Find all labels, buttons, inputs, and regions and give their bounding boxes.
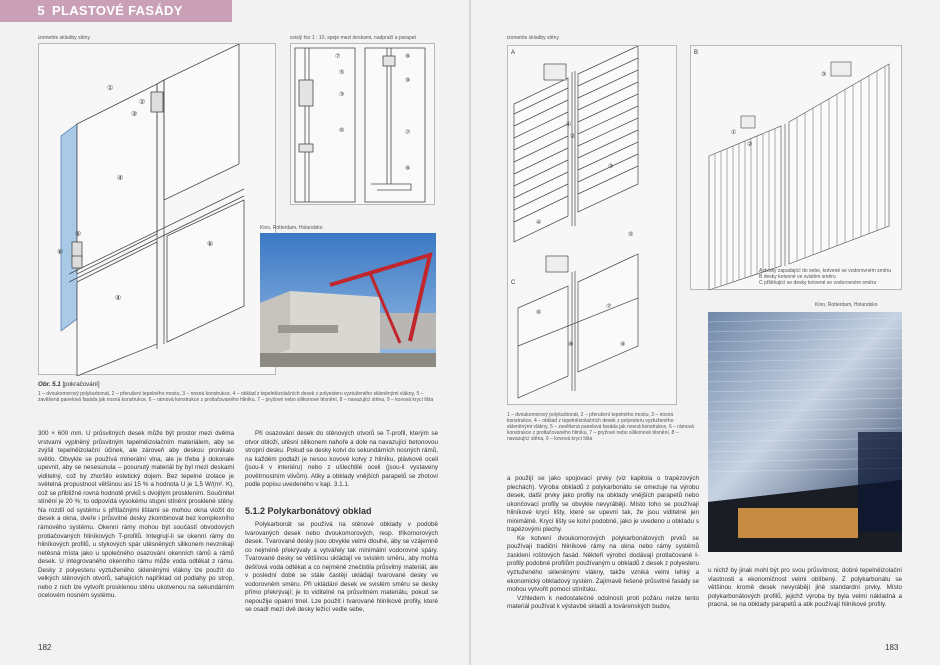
figure-note: [pokračování] — [62, 381, 100, 388]
iso-r-label-5: ⑤ — [628, 232, 634, 238]
variant-a-lamellae — [514, 46, 638, 242]
section-label-9: ⑨ — [405, 78, 411, 84]
page-number-right: 183 — [885, 643, 899, 652]
iso-r-label-4: ④ — [536, 220, 542, 226]
left-col2-paragraph-1: Při osazování desek do stěnových otvorů se T-profil, kterým se otvor obloží, utěsní silikonem nahoře a dole na navazující betonovou stropní desku. Pokud se desky kotví do sekundárních nosných rámů, na každém podlaží je nesou kovové kotvy z hliníku, plávkové oceli (jsou-li v interiéru) nebo z ušlechtilé oceli (jsou-li vystaveny povětrnostním vlivům). Atiky a obklady vnějších parapetů se zhotoví podle popisu uvedeného v kap. 3.1.1. — [245, 430, 438, 489]
page-number-left: 182 — [38, 643, 52, 652]
iso-r-label-9: ⑨ — [620, 342, 626, 348]
left-text-column-2b — [245, 521, 438, 615]
section-label-7b: ⑦ — [405, 130, 411, 136]
section-svg — [291, 44, 436, 206]
figure-number: Obr. 5.1 — [38, 381, 61, 388]
iso-r-label-2: ② — [570, 134, 576, 140]
left-text-column-1 — [38, 430, 234, 601]
figure-legend-left: 1 – dvoukomorový polykarbonát, 2 – přerušení tepelného mostu, 3 – nosná konstrukce, 4 – obklad z tepelněizolačních desek z polyesteru vyztuženého skleněnými vlákny, 5 – zavěšená panelová fasáda jak nosná konstrukce, 6 – rámová konstrukce z protlačovaného hliníku, 7 – pryžové nebo silikonové těsnění, 8 – navazující stěna, 9 – kovová krycí lišta — [38, 391, 434, 403]
variant-legend — [759, 268, 899, 286]
section-label-8: ⑧ — [405, 54, 411, 60]
figure-number-row — [38, 381, 100, 389]
section-caption: svislý řez 1 : 10, spoje mezi deskami, nadpraží a parapet — [290, 35, 416, 41]
right-col1-paragraph-2: Ke kotvení dvoukomorových polykarbonátových prvků se používají tradiční hliníkové rámy na okna nebo rámy systémů zasklení roštových fasád. Někteří výrobci dodávají protlačované I-profily podobné profilům používaným u obkladů z desek z polyesteru vyztuženého skleněnými vlákny, takže vzniká velmi lehký a ekonomický obkladový systém. Zajímavě řešené průsvitné fasády se mohou vytvořit pomocí stínítsku. — [507, 534, 699, 594]
isometric-drawing-left — [38, 43, 276, 375]
book-gutter — [469, 0, 471, 665]
figure-legend-right: 1 – dvoukomorový polykarbonát, 2 – přerušení tepelného mostu, 3 – nosná konstrukce, 4 – obklad z tepelněizolačních desek z polyesteru vyztuženého skleněnými vlákny, 5 – zavěšená panelová fasáda jak nosná konstrukce, 6 – rámová konstrukce z protlačovaného hliníku, 7 – pryžové nebo silikonové těsnění, 8 – navazující stěna, 9 – kovová krycí lišta — [507, 412, 694, 442]
iso-r-label-7: ⑦ — [606, 304, 612, 310]
variant-label-c: C — [511, 280, 516, 286]
section-heading: 5.1.2 Polykarbonátový obklad — [245, 506, 372, 516]
right-text-column-1 — [507, 475, 699, 612]
isometric-drawing-ac — [507, 45, 677, 405]
variant-label-a: A — [511, 50, 516, 56]
chapter-header — [0, 0, 232, 22]
left-col1-paragraph: 300 × 600 mm. U průsvitných desek může být prostor mezi dvěma vrstvami vyplněný průsvitným tepelněizolačním materiálem, aby se zvýšil tepelněizolační účinek, ale zároveň aby deskou pronikalo světlo. Obvykle se používá minerální vlna, ale je třeba ji dokonale upevnit, aby se nesesunula – posunutý materiál by byl mezi deskami viditelný, což by zhoršilo estetický dojem. Bez tepelné izolace je světelná propustnost většinou asi 15 % a hodnota U je 1,5 W/(m². K), což se přibližně rovná hodnotě prvků s dvojitým prosklením. Součinitel stínění je 20 %; to odpovídá vysokému stupni stínění prosklené stěny. Na rozdíl od systému s přítlačnými lištami se mohou okna vložit do desek a okna, dveře i průsvitné desky zkombinovat bez komplexního rámového systému. Okenní rámy mohou být součástí obvodových protlačovaných hliníkových T-profilů. Integrují-li se okenní rámy do hliníkových profilů, u stykových spár utěsněných silikonem nevznikají netěsná místa jako u společného osazování okenních rámů a rámů desek. U integrovaného okenního rámu může voda odtékat z rámu. Desky z polyesteru vyztuženého skleněnými vlákny lze použít do velkých stěnových otvorů, sahajících například od podlahy po strop, nebo z nich lze vytvořit prosklenou stěnu ukotvenou na sekundárním ocelovém nosném systému. — [38, 430, 234, 600]
variant-legend-c: C přiléhající se desky kotvené se vodorovném směru — [759, 280, 877, 286]
right-text-column-2 — [708, 567, 902, 610]
section-label-5: ⑤ — [339, 70, 345, 76]
chapter-title: PLASTOVÉ FASÁDY — [52, 3, 183, 18]
cinema-photo-right — [708, 312, 902, 552]
photo-caption-right: Kino, Rotterdam, Holandsko — [815, 302, 878, 308]
isometric-svg-left — [39, 44, 277, 376]
right-col1-paragraph-3: Vzhledem k nedostatečné odolnosti proti požáru nelze tento materiál používat k výstavbě skladů a továrenských budov, — [507, 594, 699, 611]
section-label-7: ⑦ — [335, 54, 341, 60]
isometric-svg-b — [691, 46, 903, 291]
iso-label-2: ② — [139, 99, 146, 106]
iso-r-label-8: ⑧ — [568, 342, 574, 348]
iso-caption-right: izometrie skladby stěny — [507, 35, 559, 41]
cinema-photo-svg-right — [708, 312, 902, 552]
cinema-photo-svg-left — [260, 233, 436, 367]
iso-r-label-1: ① — [566, 122, 572, 128]
cinema-photo-left — [260, 233, 436, 367]
iso-label-3: ③ — [131, 111, 138, 118]
iso-b-label-1: ① — [731, 130, 737, 136]
isometric-drawing-b — [690, 45, 902, 290]
iso-label-4: ④ — [117, 175, 124, 182]
iso-b-label-3: ③ — [821, 72, 827, 78]
photo-caption-left: Kino, Rotterdam, Holandsko — [260, 225, 323, 231]
variant-c-panels — [518, 254, 638, 398]
section-label-3: ③ — [339, 92, 345, 98]
iso-label-1: ① — [107, 85, 114, 92]
section-label-8b: ⑧ — [405, 166, 411, 172]
variant-legend-a: A desky zapadající do sebe, kotvené se vodorovném směru — [759, 268, 892, 274]
iso-label-4b: ④ — [115, 295, 122, 302]
section-label-6: ⑥ — [339, 128, 345, 134]
iso-label-a: ⑥ — [207, 241, 214, 248]
right-col2-paragraph: u nichž by jinak mohl být pro svou průsvitnost, dobré tepelněizolační vlastnosti a ekonomičnost velmi oblíbený. Z polykarbonátu se většinou kromě desek nevyrábějí jiné standardní prvky. Místo polykarbonátových profilů, jejichž výroba by byla velmi nákladná a pracná, se na obklady parapetů a atik používají hliníkové profily. — [708, 567, 902, 609]
left-text-column-2 — [245, 430, 438, 490]
iso-b-label-2: ② — [747, 142, 753, 148]
variant-legend-b: B desky kotvené ve svislém směru — [759, 274, 836, 280]
right-col1-paragraph-1: a použijí se jako spojovací prvky (viz kapitola o trapézových plechách). Výroba obkladů z polykarbonátu se omezuje na výrobu desek, další prvky jako profily na obklady vnějších parapetů nebo ukončovací profily se obvykle nevyrábějí. Místo toho se používají hliníkové krycí lišty, které se upevní tak, že jsou viditelné jen minimálně. Krycí lišty se kotví podobně, jako je uvedeno u obkladu s trapézovými plechy. — [507, 475, 699, 534]
iso-label-6: ⑥ — [57, 249, 64, 256]
iso-label-5: ⑤ — [75, 231, 82, 238]
iso-r-label-3: ③ — [608, 164, 614, 170]
vertical-section-drawing — [290, 43, 435, 205]
isometric-svg-ac — [508, 46, 678, 406]
iso-caption-left: izometrie skladby stěny — [38, 35, 90, 41]
iso-r-label-6: ⑥ — [536, 310, 542, 316]
chapter-number: 5 — [37, 3, 45, 18]
variant-label-b: B — [694, 50, 699, 56]
left-col2-paragraph-2: Polykarbonát se používá na stěnové obklady v podobě tvarovaných desek nebo dvoukomorových, resp. tříkomorových desek. Tvarované desky jsou obvykle velmi dlouhé, aby se vzájemně co nejméně překrývaly a vytvářely tak minimální vodorovné spáry. Tvarované desky se většinou ukládají ve svislém směru, aby mohla dešťová voda odtékat a co nejméně znečistila průsvitný materiál, ale v poslední době se stále častěji ukládají tvarované desky ve vodorovném směru. Při ukládání desek ve svislém směru se desky přímo překrývají; je to viditelné na průsvitném materiálu, pokud se nepoužije opakní tmel. Lze použít i tvarované hliníkové profily, které se osadí mezi dvě desky ležící vedle sebe, — [245, 521, 438, 614]
